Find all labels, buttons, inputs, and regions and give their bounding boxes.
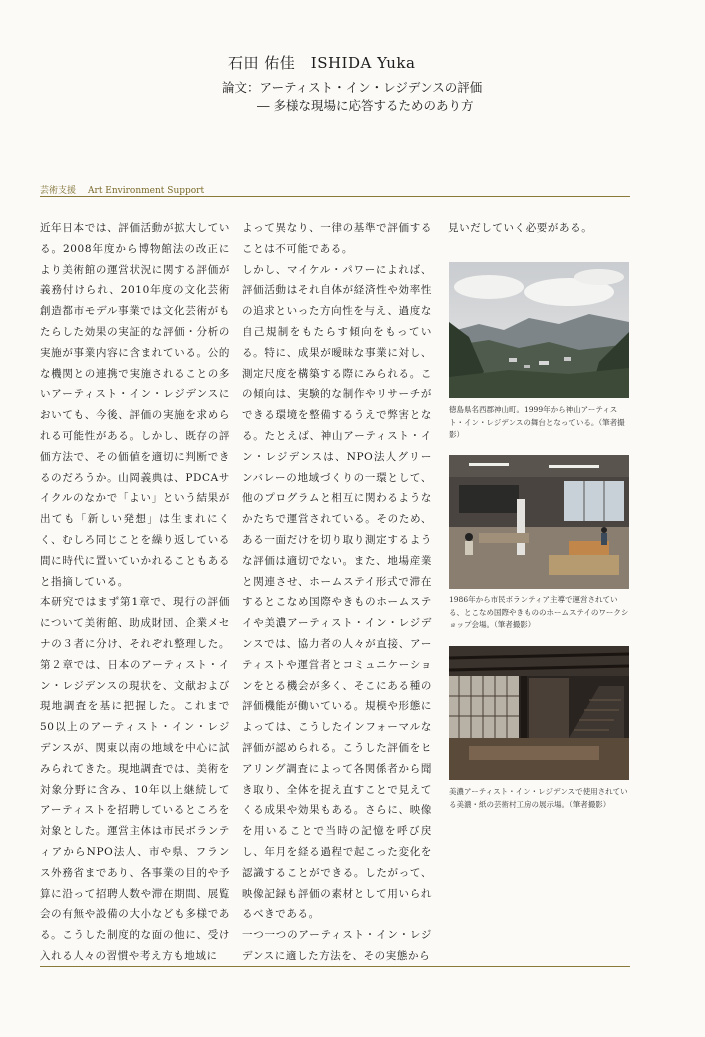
body-column-3: 見いだしていく必要がある。 [448, 222, 593, 234]
photo-tokoname-workshop [449, 455, 629, 589]
section-label-ja: 芸術支援 [40, 186, 77, 196]
section-label-en: Art Environment Support [88, 186, 205, 196]
figure-caption-1: 徳島県名西郡神山町。1999年から神山アーティスト・イン・レジデンスの舞台となっている。（筆者撮影） [449, 405, 625, 439]
author-name: 石田 佑佳 ISHIDA Yuka [228, 54, 416, 72]
bottom-rule [40, 966, 630, 967]
section-label [40, 183, 204, 196]
photo-mino-exhibition [449, 646, 629, 780]
paper-subtitle: ― 多様な現場に応答するためのあり方 [257, 98, 474, 113]
figure-caption-3: 美濃アーティスト・イン・レジデンスで使用されている美濃・紙の芸術村工房の展示場。（筆者撮影） [449, 787, 628, 809]
top-rule [40, 196, 630, 197]
paper-title: 論文：アーティスト・イン・レジデンスの評価 [222, 80, 483, 95]
photo-kamiyama-landscape [449, 262, 629, 398]
body-column-2: よって異なり、一律の基準で評価することは不可能である。 しかし、マイケル・パワーによれば、評価活動はそれ自体が経済性や効率性の追求といった方向性を与え、過度な自己規制をもたらす傾向をもっている。特に、成果が曖昧な事業に対し、測定尺度を構築する際にみられる。この傾向は、実験的な制作やリサーチができる環境を整備するうえで弊害となる。たとえば、神山アーティスト・イン・レジデンスは、NPO法人グリーンバレーの地域づくりの一環として、他のプログラムと相互に関わるようなかたちで運営されている。そのため、ある一面だけを切り取り測定するような評価は適切でない。また、地場産業と関連させ、ホームステイ形式で滞在するとこなめ国際やきものホームステイや美濃アーティスト・イン・レジデンスでは、協力者の人々が直接、アーティストや運営者とコミュニケーションをとる機会が多く、そこにある種の評価機能が働いている。規模や形態によっては、こうしたインフォーマルな評価が認められる。こうした評価をヒアリング調査によって各関係者から聞き取り、全体を捉え直すことで見えてくる成果や効果もある。さらに、映像を用いることで当時の記憶を呼び戻し、年月を経る過程で起こった変化を認識することができる。したがって、映像記録も評価の素材として用いられるべきである。 一つ一つのアーティスト・イン・レジデンスに適した方法を、その実態から [242, 222, 432, 962]
body-column-1: 近年日本では、評価活動が拡大している。2008年度から博物館法の改正により美術館の運営状況に関する評価が義務付けられ、2010年度の文化芸術創造都市モデル事業では文化芸術がもたらした効果の実証的な評価・分析の実施が事業内容に含まれている。公的な機関との連携で実施されることの多いアーティスト・イン・レジデンスにおいても、今後、評価の実施を求められる可能性がある。しかし、既存の評価方法で、その価値を適切に判断できるのだろうか。山岡義典は、PDCAサイクルのなかで「よい」という結果が出ても「新しい発想」は生まれにくく、むしろ同じことを繰り返している間に時代に置いていかれることもあると指摘している。 本研究ではまず第1章で、現行の評価について美術館、助成財団、企業メセナの３者に分け、それぞれ整理した。第２章では、日本のアーティスト・イン・レジデンスの現状を、文献および現地調査を基に把握した。これまで50以上のアーティスト・イン・レジデンスが、関東以南の地域を中心に試みられてきた。現地調査では、美術を対象分野に含み、10年以上継続してアーティストを招聘しているところを対象とした。運営主体は市民ボランティアからNPO法人、市や県、フランス外務省まであり、各事業の目的や予算に沿って招聘人数や滞在期間、展覧会の有無や設備の大小なども多様である。こうした制度的な面の他に、受け入れる人々の習慣や考え方も地域に [40, 222, 230, 962]
figure-caption-2: 1986年から市民ボランティア主導で運営されている、とこなめ国際やきもののホームステイのワークショップ会場。（筆者撮影） [449, 595, 629, 629]
